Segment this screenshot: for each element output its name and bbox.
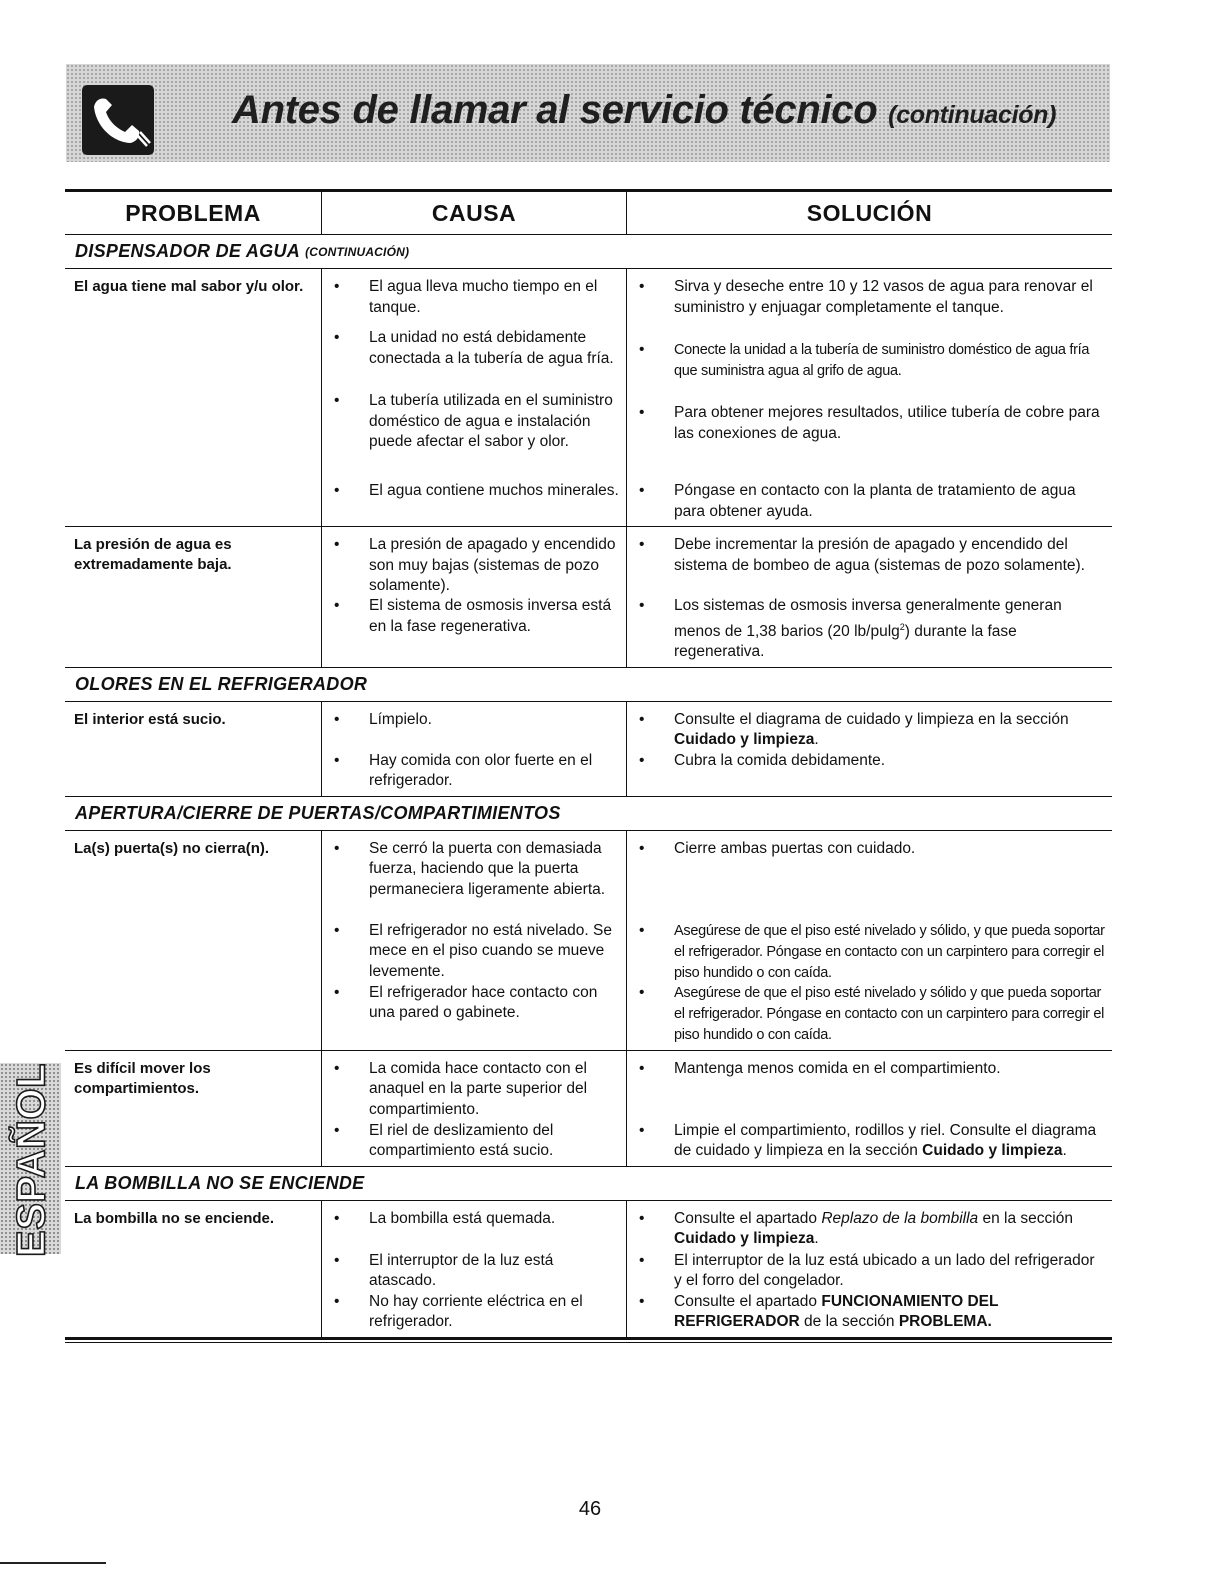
section-heading — [65, 235, 1112, 269]
column-header-solution: SOLUCIÓN — [626, 192, 1112, 234]
page-title — [232, 88, 1056, 133]
table-row — [65, 269, 1112, 527]
cause-item: • La bombilla está quemada. — [334, 1209, 556, 1227]
cause-item: • Límpielo. — [334, 710, 432, 728]
cause-item: • El sistema de osmosis inversa está en la fase regenerativa. — [334, 597, 612, 635]
solution-item: • Asegúrese de que el piso esté nivelado y sólido, y que pueda soportar el refrigerador. Póngase en contacto con un carpintero para corregir el piso hundido o con caída. — [639, 921, 1105, 981]
solution-item: • Asegúrese de que el piso esté nivelado y sólido y que pueda soportar el refrigerador. Póngase en contacto con un carpintero para corregir el piso hundido o con caída. — [639, 983, 1105, 1043]
cause-item: • La presión de apagado y encendido son muy bajas (sistemas de pozo solamente). — [334, 536, 616, 594]
cause-cell — [321, 269, 626, 526]
column-header-cause: CAUSA — [321, 192, 626, 234]
problem-cell: La bombilla no se enciende. — [74, 1209, 275, 1227]
cause-item: • Hay comida con olor fuerte en el refrigerador. — [334, 751, 593, 790]
cause-item: • La tubería utilizada en el suministro doméstico de agua e instalación puede afectar el sabor y olor. — [334, 392, 613, 450]
problem-cell: La(s) puerta(s) no cierra(n). — [74, 839, 270, 857]
cause-item: • No hay corriente eléctrica en el refrigerador. — [334, 1292, 583, 1331]
table-row — [65, 1201, 1112, 1337]
solution-item: • Cubra la comida debidamente. — [639, 751, 886, 769]
section-title: APERTURA/CIERRE DE PUERTAS/COMPARTIMIENTOS — [75, 802, 561, 823]
cause-item: • El interruptor de la luz está atascado. — [334, 1251, 554, 1290]
solution-item: • Mantenga menos comida en el compartimiento. — [639, 1059, 1001, 1077]
cause-cell — [321, 1201, 626, 1337]
table-row — [65, 702, 1112, 797]
solution-cell — [626, 702, 1112, 796]
solution-item: • El interruptor de la luz está ubicado a un lado del refrigerador y el forro del congelador. — [639, 1251, 1095, 1290]
solution-cell — [626, 1051, 1112, 1166]
cause-cell — [321, 702, 626, 796]
phone-icon — [82, 85, 154, 155]
cause-item: • Se cerró la puerta con demasiada fuerza, haciendo que la puerta permaneciera ligeramente abierta. — [334, 839, 606, 898]
section-heading — [65, 797, 1112, 831]
section-heading — [65, 668, 1112, 702]
problem-cell: El interior está sucio. — [74, 710, 226, 728]
solution-item: • Consulte el apartado Replazo de la bombilla en la sección Cuidado y limpieza. — [639, 1209, 1073, 1248]
solution-item: • Póngase en contacto con la planta de tratamiento de agua para obtener ayuda. — [639, 482, 1076, 520]
solution-item: • Sirva y deseche entre 10 y 12 vasos de agua para renovar el suministro y enjuagar completamente el tanque. — [639, 278, 1093, 316]
problem-cell: El agua tiene mal sabor y/u olor. — [74, 278, 304, 295]
language-label: ESPAÑOL — [9, 1063, 54, 1257]
solution-item: • Cierre ambas puertas con cuidado. — [639, 839, 916, 857]
cause-item: • La unidad no está debidamente conectada a la tubería de agua fría. — [334, 329, 614, 367]
solution-item: • Los sistemas de osmosis inversa generalmente generan menos de 1,38 barios (20 lb/pulg$^2$) durante la fase regenerativa. — [639, 597, 1062, 661]
cause-item: • El agua contiene muchos minerales. — [334, 482, 619, 499]
page-number: 46 — [578, 1498, 602, 1520]
table-row — [65, 527, 1112, 668]
cause-item: • La comida hace contacto con el anaquel en la parte superior del compartimiento. — [334, 1059, 588, 1118]
troubleshooting-table — [65, 189, 1112, 1343]
solution-item: • Para obtener mejores resultados, utilice tubería de cobre para las conexiones de agua. — [639, 404, 1100, 442]
section-title-suffix: (CONTINUACIÓN) — [305, 244, 410, 259]
cause-cell — [321, 1051, 626, 1166]
table-header — [65, 192, 1112, 235]
cause-item: • El refrigerador hace contacto con una pared o gabinete. — [334, 983, 598, 1022]
table-row — [65, 831, 1112, 1051]
solution-item: • Conecte la unidad a la tubería de suministro doméstico de agua fría que suministra agua al grifo de agua. — [639, 341, 1090, 379]
section-title: DISPENSADOR DE AGUA — [75, 241, 301, 261]
solution-cell — [626, 527, 1112, 667]
solution-cell — [626, 831, 1112, 1050]
title-suffix: (continuación) — [888, 101, 1057, 129]
solution-item: • Debe incrementar la presión de apagado y encendido del sistema de bombeo de agua (sistemas de pozo solamente). — [639, 536, 1085, 574]
section-heading — [65, 1167, 1112, 1201]
problem-cell: La presión de agua es extremadamente baja. — [74, 536, 232, 573]
problem-cell: Es difícil mover los compartimientos. — [74, 1059, 211, 1097]
table-bottom-rule — [65, 1337, 1112, 1340]
column-header-problem: PROBLEMA — [125, 199, 261, 226]
cause-cell — [321, 527, 626, 667]
solution-item: • Limpie el compartimiento, rodillos y riel. Consulte el diagrama de cuidado y limpieza en la sección Cuidado y limpieza. — [639, 1121, 1097, 1160]
cause-item: • El riel de deslizamiento del compartimiento está sucio. — [334, 1121, 554, 1160]
table-bottom-rule-thin — [65, 1342, 1112, 1343]
cause-item: • El refrigerador no está nivelado. Se mece en el piso cuando se mueve levemente. — [334, 921, 612, 980]
section-title: OLORES EN EL REFRIGERADOR — [75, 673, 368, 694]
cause-cell — [321, 831, 626, 1050]
section-title: LA BOMBILLA NO SE ENCIENDE — [75, 1172, 365, 1193]
solution-item: • Consulte el diagrama de cuidado y limpieza en la sección Cuidado y limpieza. — [639, 710, 1069, 749]
solution-item: • Consulte el apartado FUNCIONAMIENTO DEL REFRIGERADOR de la sección PROBLEMA. — [639, 1292, 999, 1331]
corner-rule — [0, 1562, 106, 1564]
solution-cell — [626, 1201, 1112, 1337]
title-main: Antes de llamar al servicio técnico — [232, 88, 878, 132]
solution-cell — [626, 269, 1112, 526]
table-row — [65, 1051, 1112, 1167]
cause-item: • El agua lleva mucho tiempo en el tanque. — [334, 278, 598, 316]
